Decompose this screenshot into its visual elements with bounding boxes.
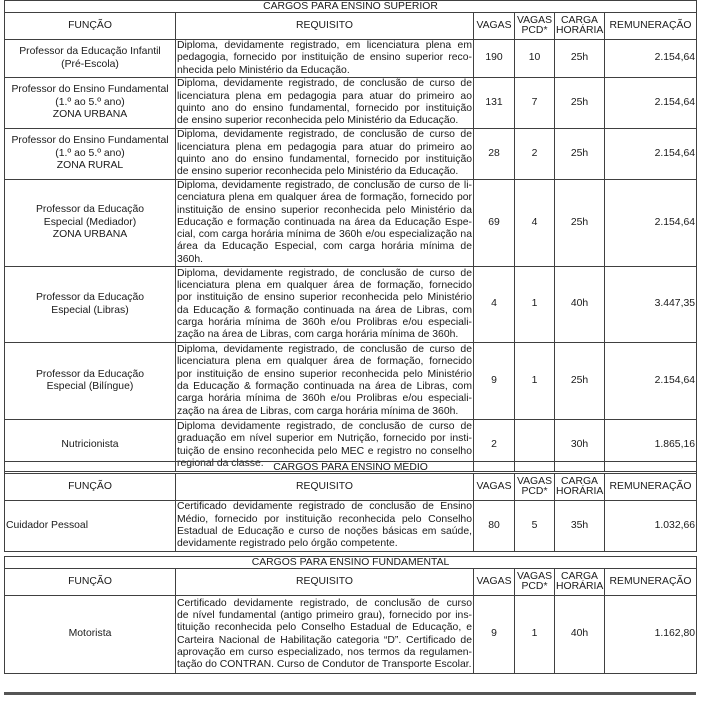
requisito-line: Certificado devidamente registrado de conclusão de Ensino [177, 501, 472, 513]
requisito-line: graduação em nível superior em Nutrição, fornecido por insti- [177, 433, 472, 445]
funcao-line: (Pré-Escola) [61, 58, 119, 70]
pcd-cell: 2 [515, 129, 555, 180]
funcao-line: Especial (Bilíngue) [46, 381, 134, 393]
vagas-cell: 190 [474, 40, 515, 78]
header-requisito: REQUISITO [176, 569, 474, 596]
vagas-cell: 2 [474, 420, 515, 472]
header-vagas-pcd [515, 474, 555, 501]
carga-cell: 40h [555, 267, 605, 343]
bottom-divider [4, 692, 696, 695]
requisito-line: cial, com carga horária mínima de 360h e/ou especialização na [177, 229, 472, 241]
pcd-cell: 1 [515, 343, 555, 420]
pcd-cell: 10 [515, 40, 555, 78]
funcao-line: Especial (Mediador) [43, 216, 137, 228]
funcao-line: Professor do Ensino Fundamental [11, 135, 169, 147]
header-requisito: REQUISITO [176, 13, 474, 40]
vagas-cell: 131 [474, 78, 515, 129]
requisito-line: Certificado devidamente registrado, de conclusão de curso [177, 597, 472, 609]
requisito-line: Diploma, devidamente registrado, de conclusão de curso de [177, 344, 472, 356]
vagas-cell: 9 [474, 596, 515, 674]
funcao-cell [5, 40, 176, 78]
remuneracao-cell: 2.154,64 [605, 343, 697, 420]
header-carga-l1: CARGA [561, 14, 598, 26]
header-pcd-l1: VAGAS [516, 475, 553, 487]
header-carga-horaria [555, 13, 605, 40]
header-carga-l2: HORÁRIA [556, 486, 604, 497]
header-carga-horaria [555, 569, 605, 596]
requisito-line: licenciatura plena em qualquer área de formação, fornecido [177, 279, 472, 291]
carga-cell: 40h [555, 596, 605, 674]
requisito-line: de ensino superior reconhecida pelo Ministério da Educação. [177, 115, 459, 127]
requisito-line: Estadual de Educação e curso de noções básicas em saúde, [177, 526, 472, 537]
requisito-cell [176, 343, 474, 420]
funcao-line: Professor da Educação [35, 368, 144, 380]
header-carga-horaria [555, 474, 605, 501]
header-carga-l2: HORÁRIA [556, 25, 604, 36]
remuneracao-cell: 1.865,16 [605, 420, 697, 472]
requisito-line: licenciatura plena em pedagogia para atuar do primeiro ao [177, 90, 472, 102]
section-title: CARGOS PARA ENSINO FUNDAMENTAL [5, 557, 697, 569]
vagas-cell: 9 [474, 343, 515, 420]
remuneracao-cell: 1.032,66 [605, 501, 697, 552]
requisito-line: por instituição de ensino superior reconhecida pelo Ministério [177, 368, 472, 380]
header-remuneracao: REMUNERAÇÃO [605, 474, 697, 501]
header-requisito: REQUISITO [176, 474, 474, 501]
header-funcao: FUNÇÃO [5, 13, 176, 40]
table-row [5, 180, 697, 267]
header-vagas: VAGAS [474, 13, 515, 40]
funcao-cell [5, 180, 176, 267]
header-vagas-pcd [515, 569, 555, 596]
pcd-cell: 4 [515, 180, 555, 267]
requisito-cell [176, 501, 474, 552]
pcd-cell: 7 [515, 78, 555, 129]
carga-cell: 25h [555, 343, 605, 420]
header-vagas: VAGAS [474, 474, 515, 501]
requisito-line: Diploma, devidamente registrado, de conclusão de curso de [177, 267, 472, 279]
header-pcd-l1: VAGAS [516, 570, 553, 582]
funcao-cell: Motorista [5, 596, 176, 674]
requisito-line: carga horária mínima de 360h e/ou Prolibras e/ou especiali- [177, 393, 472, 405]
header-remuneracao: REMUNERAÇÃO [605, 13, 697, 40]
requisito-cell [176, 78, 474, 129]
funcao-line: (1.º ao 5.º ano) [55, 96, 125, 108]
vagas-cell: 80 [474, 501, 515, 552]
remuneracao-cell: 2.154,64 [605, 78, 697, 129]
requisito-line: cenciatura plena em qualquer área de formação, fornecido por [177, 192, 472, 204]
requisito-line: pedagogia, fornecido por instituição de ensino superior reco- [177, 52, 472, 64]
requisito-line: da Educação & formação continuada na área de Libras, com [177, 304, 472, 316]
carga-cell: 35h [555, 501, 605, 552]
requisito-line: instituição de ensino superior reconhecida pelo Ministério da [177, 204, 472, 216]
header-pcd-l2: PCD* [521, 486, 548, 497]
header-carga-l2: HORÁRIA [556, 581, 604, 592]
requisito-line: nhecida pelo Ministério da Educação. [177, 64, 350, 76]
table-ensino-medio [4, 461, 697, 552]
requisito-line: tituição reconhecida pelo Conselho Estadual de Educação, e [177, 622, 472, 634]
requisito-line: quinto ano do ensino fundamental, fornecido por instituição [177, 154, 472, 165]
funcao-cell [5, 129, 176, 180]
requisito-cell [176, 40, 474, 78]
funcao-cell [5, 78, 176, 129]
requisito-line: carga horária mínima de 360h e/ou Prolibras e/ou especiali- [177, 316, 472, 328]
requisito-line: zação na área de Libras, com carga horária mínima de 360h. [177, 329, 459, 341]
requisito-line: da Educação & formação continuada na área de Libras, com [177, 381, 472, 393]
requisito-line: Carteira Nacional de Habilitação categoria “D”. Certificado de [177, 634, 472, 646]
table-row [5, 129, 697, 180]
funcao-line: Professor da Educação [35, 292, 144, 304]
requisito-line: licenciatura plena em pedagogia para atuar do primeiro ao [177, 141, 472, 153]
requisito-line: tação do CONTRAN. Curso de Condutor de Transporte Escolar. [177, 659, 472, 671]
requisito-cell [176, 267, 474, 343]
requisito-line: Educação e formação continuada na área da Educação Espe- [177, 216, 472, 228]
requisito-line: tuição de ensino reconhecida pelo MEC e registro no conselho [177, 445, 472, 457]
requisito-line: Diploma, devidamente registrado, em licenciatura plena em [177, 40, 472, 52]
vagas-cell: 69 [474, 180, 515, 267]
funcao-line: Professor da Educação Infantil [19, 46, 161, 58]
requisito-line: quinto ano do ensino fundamental, fornecido por instituição [177, 103, 472, 114]
table-row [5, 78, 697, 129]
funcao-line: Especial (Libras) [51, 304, 129, 316]
remuneracao-cell: 3.447,35 [605, 267, 697, 343]
vagas-cell: 4 [474, 267, 515, 343]
funcao-line: ZONA RURAL [56, 160, 124, 172]
funcao-line: ZONA URBANA [52, 109, 128, 121]
requisito-line: de nível fundamental (antigo primeiro grau), fornecido por ins- [177, 609, 472, 621]
requisito-cell [176, 180, 474, 267]
requisito-cell [176, 129, 474, 180]
pcd-cell: 1 [515, 596, 555, 674]
table-ensino-fundamental [4, 556, 697, 674]
carga-cell: 25h [555, 78, 605, 129]
header-carga-l1: CARGA [561, 475, 598, 487]
requisito-line: Diploma, devidamente registrado, de conclusão de curso de [177, 78, 472, 90]
requisito-cell [176, 596, 474, 674]
vagas-cell: 28 [474, 129, 515, 180]
section-title: CARGOS PARA ENSINO SUPERIOR [5, 1, 697, 13]
carga-cell: 25h [555, 40, 605, 78]
section-title: CARGOS PARA ENSINO MÉDIO [5, 462, 697, 474]
funcao-line: (1.º ao 5.º ano) [55, 147, 125, 159]
funcao-cell [5, 343, 176, 420]
header-funcao: FUNÇÃO [5, 569, 176, 596]
table-row [5, 596, 697, 674]
remuneracao-cell: 1.162,80 [605, 596, 697, 674]
requisito-line: Diploma devidamente registrado, de conclusão de curso de [177, 420, 472, 432]
funcao-cell: Nutricionista [5, 420, 176, 472]
header-remuneracao: REMUNERAÇÃO [605, 569, 697, 596]
remuneracao-cell: 2.154,64 [605, 180, 697, 267]
remuneracao-cell: 2.154,64 [605, 40, 697, 78]
funcao-cell [5, 267, 176, 343]
requisito-line: regional da classe. [177, 457, 264, 469]
header-vagas: VAGAS [474, 569, 515, 596]
table-row [5, 267, 697, 343]
requisito-line: aprovação em curso especializado, nos termos da regulamen- [177, 646, 472, 658]
table-row [5, 501, 697, 552]
requisito-line: Diploma, devidamente registrado, de conclusão de curso de [177, 129, 472, 141]
requisito-line: zação na área de Libras, com carga horária mínima de 360h. [177, 405, 459, 417]
requisito-line: área da Educação Especial, com carga horária mínima de 360h. [177, 241, 472, 265]
requisito-line: Diploma, devidamente registrado, de conclusão de curso de li- [177, 180, 472, 191]
funcao-cell: Cuidador Pessoal [5, 501, 176, 552]
table-ensino-superior [4, 0, 697, 472]
requisito-line: Médio, fornecido por instituição reconhecida pelo Conselho [177, 513, 472, 525]
funcao-line: Professor do Ensino Fundamental [11, 84, 169, 96]
carga-cell: 30h [555, 420, 605, 472]
requisito-line: de ensino superior reconhecida pelo Ministério da Educação. [177, 166, 459, 178]
carga-cell: 25h [555, 129, 605, 180]
funcao-line: Professor da Educação [35, 204, 144, 216]
requisito-line: licenciatura plena em qualquer área de formação, fornecido [177, 356, 472, 368]
header-pcd-l2: PCD* [521, 25, 548, 36]
table-row [5, 40, 697, 78]
header-funcao: FUNÇÃO [5, 474, 176, 501]
header-pcd-l2: PCD* [521, 581, 548, 592]
requisito-line: devidamente registrado pelo órgão competente. [177, 538, 398, 550]
pcd-cell: 1 [515, 267, 555, 343]
header-pcd-l1: VAGAS [516, 14, 553, 26]
funcao-line: ZONA URBANA [52, 229, 128, 241]
pcd-cell: 5 [515, 501, 555, 552]
carga-cell: 25h [555, 180, 605, 267]
requisito-line: por instituição de ensino superior reconhecida pelo Ministério [177, 292, 472, 304]
header-vagas-pcd [515, 13, 555, 40]
table-row [5, 343, 697, 420]
remuneracao-cell: 2.154,64 [605, 129, 697, 180]
header-carga-l1: CARGA [561, 570, 598, 582]
